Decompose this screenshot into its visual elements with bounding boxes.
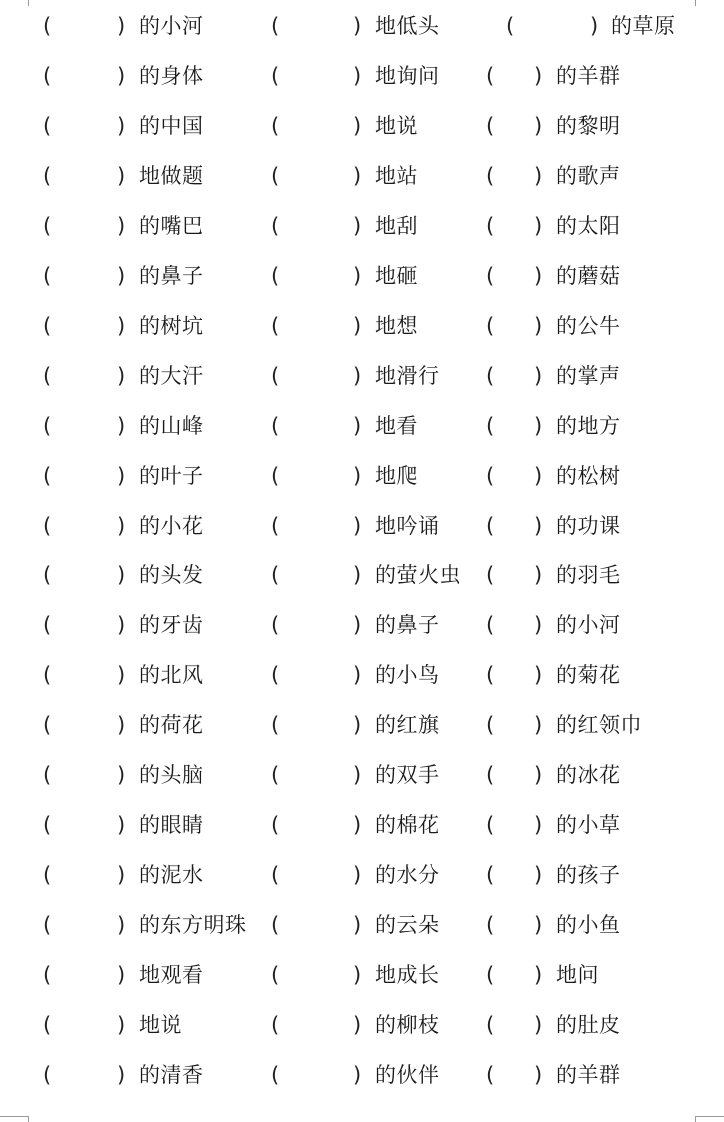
worksheet-row <box>0 1005 724 1045</box>
blank-open-paren: ( <box>486 563 495 588</box>
blank-close-paren: ) <box>117 763 126 788</box>
answer-blank[interactable] <box>53 356 115 396</box>
blank-close-paren: ) <box>353 963 362 988</box>
answer-blank[interactable] <box>53 506 115 546</box>
phrase-word: 的公牛 <box>556 313 621 338</box>
phrase-word: 地看 <box>375 413 418 438</box>
answer-blank[interactable] <box>496 156 532 196</box>
answer-blank[interactable] <box>53 555 115 595</box>
phrase-word: 的双手 <box>375 763 440 788</box>
blank-open-paren: ( <box>271 613 280 638</box>
phrase-word: 的冰花 <box>556 763 621 788</box>
worksheet-row <box>0 156 724 196</box>
answer-blank[interactable] <box>53 605 115 645</box>
blank-close-paren: ) <box>117 563 126 588</box>
answer-blank[interactable] <box>281 905 351 945</box>
blank-open-paren: ( <box>43 113 52 138</box>
blank-open-paren: ( <box>43 563 52 588</box>
phrase-word: 地说 <box>139 1013 182 1037</box>
blank-close-paren: ) <box>534 913 543 938</box>
answer-blank[interactable] <box>53 855 115 895</box>
blank-open-paren: ( <box>486 963 495 988</box>
blank-open-paren: ( <box>271 663 280 688</box>
answer-blank[interactable] <box>53 805 115 845</box>
phrase-word: 的掌声 <box>556 363 621 388</box>
phrase-word: 的歌声 <box>556 163 621 188</box>
worksheet-row <box>0 306 724 346</box>
phrase-word: 的松树 <box>556 463 621 488</box>
blank-open-paren: ( <box>486 63 495 88</box>
blank-open-paren: ( <box>43 963 52 988</box>
blank-close-paren: ) <box>353 1013 362 1037</box>
answer-blank[interactable] <box>281 1005 351 1045</box>
phrase-word: 的羊群 <box>556 63 621 88</box>
blank-close-paren: ) <box>534 813 543 838</box>
blank-open-paren: ( <box>271 163 280 188</box>
phrase-word: 的小河 <box>139 14 204 38</box>
answer-blank[interactable] <box>496 356 532 396</box>
blank-close-paren: ) <box>534 313 543 338</box>
answer-blank[interactable] <box>496 106 532 146</box>
phrase-word: 的羽毛 <box>556 563 621 588</box>
answer-blank[interactable] <box>281 555 351 595</box>
blank-close-paren: ) <box>353 313 362 338</box>
phrase-word: 地做题 <box>139 163 204 188</box>
answer-blank[interactable] <box>496 805 532 845</box>
phrase-word: 的地方 <box>556 413 621 438</box>
blank-close-paren: ) <box>534 713 543 738</box>
blank-open-paren: ( <box>43 1062 52 1087</box>
phrase-word: 的功课 <box>556 513 621 538</box>
phrase-word: 的鼻子 <box>139 263 204 288</box>
phrase-word: 的羊群 <box>556 1062 621 1087</box>
blank-open-paren: ( <box>271 813 280 838</box>
blank-close-paren: ) <box>117 363 126 388</box>
answer-blank[interactable] <box>281 356 351 396</box>
phrase-word: 的孩子 <box>556 863 621 888</box>
answer-blank[interactable] <box>281 705 351 745</box>
blank-close-paren: ) <box>353 863 362 888</box>
blank-open-paren: ( <box>43 63 52 88</box>
blank-close-paren: ) <box>353 363 362 388</box>
blank-close-paren: ) <box>534 963 543 988</box>
blank-open-paren: ( <box>271 563 280 588</box>
blank-close-paren: ) <box>534 463 543 488</box>
blank-open-paren: ( <box>486 663 495 688</box>
blank-open-paren: ( <box>43 263 52 288</box>
answer-blank[interactable] <box>281 755 351 795</box>
blank-open-paren: ( <box>271 63 280 88</box>
blank-open-paren: ( <box>271 713 280 738</box>
worksheet-row <box>0 805 724 845</box>
blank-open-paren: ( <box>486 1062 495 1087</box>
answer-blank[interactable] <box>281 406 351 446</box>
phrase-word: 的红旗 <box>375 713 440 738</box>
blank-close-paren: ) <box>353 463 362 488</box>
worksheet-row <box>0 406 724 446</box>
blank-open-paren: ( <box>271 913 280 938</box>
blank-open-paren: ( <box>271 513 280 538</box>
phrase-word: 的中国 <box>139 113 204 138</box>
answer-blank[interactable] <box>281 6 351 46</box>
worksheet-row <box>0 755 724 795</box>
answer-blank[interactable] <box>496 855 532 895</box>
phrase-word: 的清香 <box>139 1062 204 1087</box>
worksheet-row <box>0 1055 724 1095</box>
phrase-word: 的眼睛 <box>139 813 204 838</box>
blank-open-paren: ( <box>271 763 280 788</box>
answer-blank[interactable] <box>496 1055 532 1095</box>
blank-close-paren: ) <box>534 413 543 438</box>
answer-blank[interactable] <box>53 955 115 995</box>
blank-close-paren: ) <box>534 163 543 188</box>
answer-blank[interactable] <box>281 955 351 995</box>
blank-close-paren: ) <box>117 1062 126 1087</box>
answer-blank[interactable] <box>496 655 532 695</box>
phrase-word: 地想 <box>375 313 418 338</box>
blank-close-paren: ) <box>353 613 362 638</box>
worksheet-row <box>0 356 724 396</box>
blank-close-paren: ) <box>117 63 126 88</box>
blank-close-paren: ) <box>117 863 126 888</box>
blank-close-paren: ) <box>353 413 362 438</box>
phrase-word: 的云朵 <box>375 913 440 938</box>
blank-open-paren: ( <box>271 313 280 338</box>
blank-close-paren: ) <box>353 663 362 688</box>
blank-open-paren: ( <box>271 863 280 888</box>
blank-close-paren: ) <box>353 763 362 788</box>
answer-blank[interactable] <box>281 655 351 695</box>
blank-open-paren: ( <box>486 413 495 438</box>
phrase-word: 的北风 <box>139 663 204 688</box>
answer-blank[interactable] <box>281 605 351 645</box>
phrase-word: 的头脑 <box>139 763 204 788</box>
answer-blank[interactable] <box>496 256 532 296</box>
blank-open-paren: ( <box>43 213 52 238</box>
blank-close-paren: ) <box>534 1062 543 1087</box>
answer-blank[interactable] <box>281 306 351 346</box>
answer-blank[interactable] <box>53 256 115 296</box>
answer-blank[interactable] <box>496 905 532 945</box>
blank-close-paren: ) <box>534 663 543 688</box>
phrase-word: 地站 <box>375 163 418 188</box>
answer-blank[interactable] <box>53 755 115 795</box>
answer-blank[interactable] <box>281 805 351 845</box>
answer-blank[interactable] <box>53 905 115 945</box>
worksheet-row <box>0 905 724 945</box>
blank-close-paren: ) <box>353 63 362 88</box>
answer-blank[interactable] <box>496 555 532 595</box>
phrase-word: 地观看 <box>139 963 204 988</box>
blank-open-paren: ( <box>486 313 495 338</box>
answer-blank[interactable] <box>281 156 351 196</box>
phrase-word: 的小草 <box>556 813 621 838</box>
blank-open-paren: ( <box>486 763 495 788</box>
blank-open-paren: ( <box>486 913 495 938</box>
blank-close-paren: ) <box>117 213 126 238</box>
blank-close-paren: ) <box>353 113 362 138</box>
answer-blank[interactable] <box>281 256 351 296</box>
answer-blank[interactable] <box>281 206 351 246</box>
answer-blank[interactable] <box>281 106 351 146</box>
blank-open-paren: ( <box>43 14 52 38</box>
blank-open-paren: ( <box>486 513 495 538</box>
worksheet-row <box>0 855 724 895</box>
blank-close-paren: ) <box>117 313 126 338</box>
blank-open-paren: ( <box>43 1013 52 1037</box>
answer-blank[interactable] <box>53 306 115 346</box>
blank-open-paren: ( <box>271 463 280 488</box>
blank-open-paren: ( <box>486 713 495 738</box>
blank-close-paren: ) <box>353 913 362 938</box>
phrase-word: 地成长 <box>375 963 440 988</box>
phrase-word: 的嘴巴 <box>139 213 204 238</box>
worksheet-row <box>0 555 724 595</box>
phrase-word: 的山峰 <box>139 413 204 438</box>
phrase-word: 的小花 <box>139 513 204 538</box>
phrase-word: 地滑行 <box>375 363 440 388</box>
blank-open-paren: ( <box>486 363 495 388</box>
worksheet-row <box>0 206 724 246</box>
blank-close-paren: ) <box>353 513 362 538</box>
blank-close-paren: ) <box>534 263 543 288</box>
answer-blank[interactable] <box>281 456 351 496</box>
phrase-word: 的荷花 <box>139 713 204 738</box>
answer-blank[interactable] <box>281 1055 351 1095</box>
blank-open-paren: ( <box>271 113 280 138</box>
phrase-word: 地刮 <box>375 213 418 238</box>
answer-blank[interactable] <box>496 705 532 745</box>
blank-close-paren: ) <box>117 14 126 38</box>
phrase-word: 的东方明珠 <box>139 913 247 938</box>
blank-close-paren: ) <box>117 413 126 438</box>
answer-blank[interactable] <box>496 206 532 246</box>
blank-close-paren: ) <box>534 513 543 538</box>
blank-close-paren: ) <box>534 1013 543 1037</box>
answer-blank[interactable] <box>53 156 115 196</box>
phrase-word: 地问 <box>556 963 599 988</box>
blank-close-paren: ) <box>534 213 543 238</box>
blank-open-paren: ( <box>271 963 280 988</box>
blank-close-paren: ) <box>117 963 126 988</box>
phrase-word: 地询问 <box>375 63 440 88</box>
answer-blank[interactable] <box>53 6 115 46</box>
worksheet-row <box>0 6 724 46</box>
worksheet-row <box>0 106 724 146</box>
phrase-word: 的太阳 <box>556 213 621 238</box>
answer-blank[interactable] <box>496 406 532 446</box>
blank-open-paren: ( <box>43 313 52 338</box>
worksheet-row <box>0 506 724 546</box>
blank-close-paren: ) <box>353 1062 362 1087</box>
answer-blank[interactable] <box>281 506 351 546</box>
worksheet-row <box>0 655 724 695</box>
blank-close-paren: ) <box>117 813 126 838</box>
answer-blank[interactable] <box>53 106 115 146</box>
blank-close-paren: ) <box>534 113 543 138</box>
phrase-word: 地砸 <box>375 263 418 288</box>
answer-blank[interactable] <box>53 705 115 745</box>
blank-open-paren: ( <box>506 14 515 38</box>
blank-open-paren: ( <box>43 713 52 738</box>
phrase-word: 的小河 <box>556 613 621 638</box>
answer-blank[interactable] <box>53 1055 115 1095</box>
phrase-word: 的蘑菇 <box>556 263 621 288</box>
blank-open-paren: ( <box>43 763 52 788</box>
worksheet-row <box>0 705 724 745</box>
blank-close-paren: ) <box>117 113 126 138</box>
answer-blank[interactable] <box>496 456 532 496</box>
blank-close-paren: ) <box>353 713 362 738</box>
worksheet-row <box>0 955 724 995</box>
blank-open-paren: ( <box>271 263 280 288</box>
blank-close-paren: ) <box>534 863 543 888</box>
blank-open-paren: ( <box>43 913 52 938</box>
answer-blank[interactable] <box>496 1005 532 1045</box>
blank-open-paren: ( <box>43 813 52 838</box>
answer-blank[interactable] <box>496 605 532 645</box>
blank-open-paren: ( <box>43 413 52 438</box>
blank-close-paren: ) <box>534 363 543 388</box>
answer-blank[interactable] <box>496 506 532 546</box>
blank-open-paren: ( <box>271 363 280 388</box>
blank-open-paren: ( <box>43 663 52 688</box>
answer-blank[interactable] <box>516 6 588 46</box>
blank-open-paren: ( <box>486 863 495 888</box>
blank-open-paren: ( <box>43 363 52 388</box>
answer-blank[interactable] <box>496 306 532 346</box>
blank-close-paren: ) <box>534 613 543 638</box>
phrase-word: 地低头 <box>375 14 440 38</box>
phrase-word: 的萤火虫 <box>375 563 461 588</box>
blank-open-paren: ( <box>43 463 52 488</box>
blank-close-paren: ) <box>534 63 543 88</box>
phrase-word: 的黎明 <box>556 113 621 138</box>
phrase-word: 的头发 <box>139 563 204 588</box>
blank-close-paren: ) <box>534 763 543 788</box>
phrase-word: 的鼻子 <box>375 613 440 638</box>
answer-blank[interactable] <box>496 755 532 795</box>
answer-blank[interactable] <box>53 206 115 246</box>
phrase-word: 的小鸟 <box>375 663 440 688</box>
blank-open-paren: ( <box>271 14 280 38</box>
worksheet-row <box>0 256 724 296</box>
answer-blank[interactable] <box>53 456 115 496</box>
blank-open-paren: ( <box>486 613 495 638</box>
blank-close-paren: ) <box>117 663 126 688</box>
phrase-word: 的红领巾 <box>556 713 642 738</box>
phrase-word: 的叶子 <box>139 463 204 488</box>
blank-close-paren: ) <box>117 913 126 938</box>
blank-close-paren: ) <box>353 563 362 588</box>
blank-open-paren: ( <box>43 613 52 638</box>
blank-open-paren: ( <box>486 113 495 138</box>
blank-close-paren: ) <box>353 263 362 288</box>
blank-close-paren: ) <box>353 14 362 38</box>
blank-close-paren: ) <box>353 213 362 238</box>
worksheet-row <box>0 56 724 96</box>
blank-close-paren: ) <box>117 613 126 638</box>
worksheet-row <box>0 456 724 496</box>
blank-open-paren: ( <box>486 1013 495 1037</box>
blank-close-paren: ) <box>117 1013 126 1037</box>
phrase-word: 的柳枝 <box>375 1013 440 1037</box>
answer-blank[interactable] <box>53 406 115 446</box>
phrase-word: 的水分 <box>375 863 440 888</box>
phrase-word: 的牙齿 <box>139 613 204 638</box>
blank-close-paren: ) <box>534 563 543 588</box>
blank-open-paren: ( <box>486 463 495 488</box>
answer-blank[interactable] <box>496 56 532 96</box>
phrase-word: 地爬 <box>375 463 418 488</box>
blank-open-paren: ( <box>43 513 52 538</box>
phrase-word: 的肚皮 <box>556 1013 621 1037</box>
phrase-word: 的草原 <box>611 14 676 38</box>
worksheet-row <box>0 605 724 645</box>
blank-close-paren: ) <box>117 513 126 538</box>
blank-open-paren: ( <box>486 813 495 838</box>
blank-open-paren: ( <box>486 263 495 288</box>
phrase-word: 的菊花 <box>556 663 621 688</box>
phrase-word: 的伙伴 <box>375 1062 440 1087</box>
blank-close-paren: ) <box>117 463 126 488</box>
phrase-word: 的小鱼 <box>556 913 621 938</box>
blank-open-paren: ( <box>43 863 52 888</box>
answer-blank[interactable] <box>281 56 351 96</box>
phrase-word: 的树坑 <box>139 313 204 338</box>
answer-blank[interactable] <box>281 855 351 895</box>
phrase-word: 的棉花 <box>375 813 440 838</box>
blank-open-paren: ( <box>43 163 52 188</box>
blank-open-paren: ( <box>271 1062 280 1087</box>
blank-close-paren: ) <box>353 813 362 838</box>
phrase-word: 的泥水 <box>139 863 204 888</box>
blank-close-paren: ) <box>353 163 362 188</box>
answer-blank[interactable] <box>496 955 532 995</box>
blank-close-paren: ) <box>117 163 126 188</box>
phrase-word: 的大汗 <box>139 363 204 388</box>
blank-close-paren: ) <box>590 14 599 38</box>
blank-open-paren: ( <box>271 1013 280 1037</box>
answer-blank[interactable] <box>53 1005 115 1045</box>
phrase-word: 地吟诵 <box>375 513 440 538</box>
blank-open-paren: ( <box>486 213 495 238</box>
phrase-word: 地说 <box>375 113 418 138</box>
answer-blank[interactable] <box>53 655 115 695</box>
answer-blank[interactable] <box>53 56 115 96</box>
blank-open-paren: ( <box>271 413 280 438</box>
blank-open-paren: ( <box>486 163 495 188</box>
blank-close-paren: ) <box>117 713 126 738</box>
blank-close-paren: ) <box>117 263 126 288</box>
phrase-word: 的身体 <box>139 63 204 88</box>
blank-open-paren: ( <box>271 213 280 238</box>
